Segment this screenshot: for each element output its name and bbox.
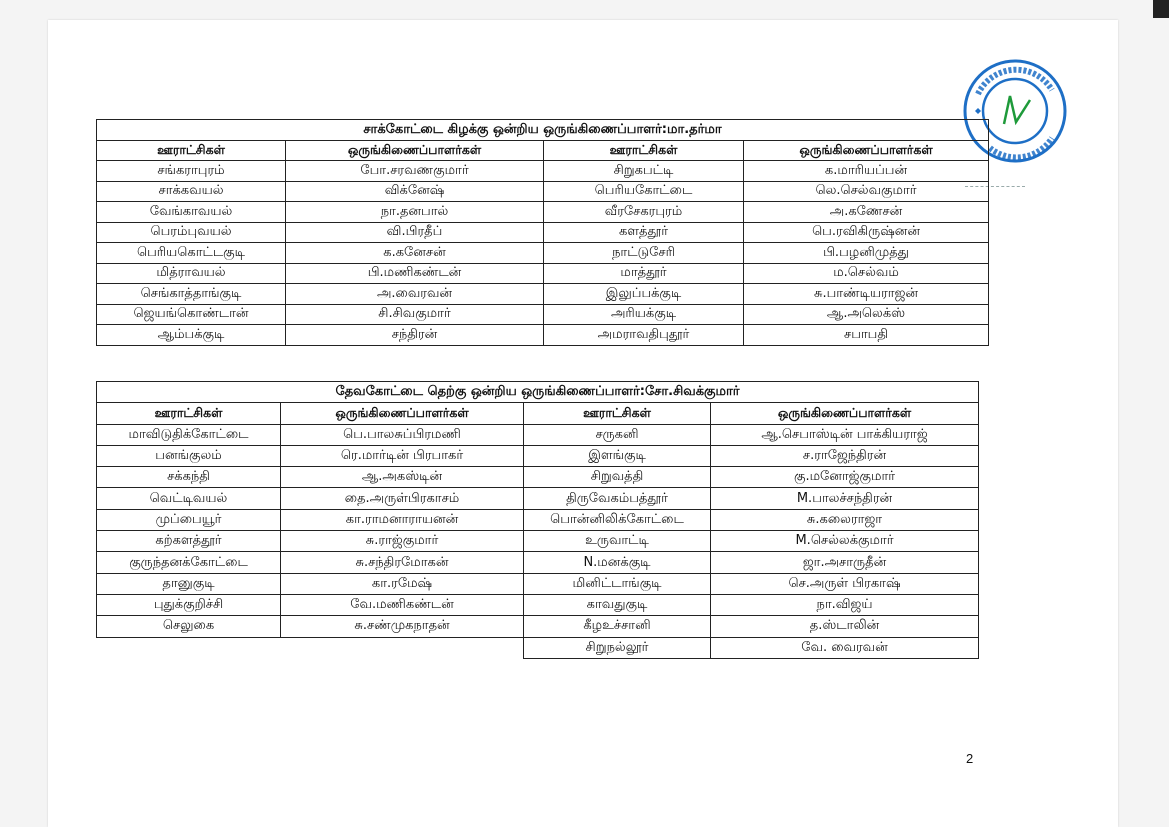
coordinator-cell: சி.சிவகுமார் bbox=[286, 304, 544, 325]
panchayat-cell: பனங்குலம் bbox=[97, 445, 281, 466]
coordinator-cell: வே. வைரவன் bbox=[711, 637, 979, 658]
star-icon bbox=[975, 108, 981, 114]
panchayat-cell: களத்தூர் bbox=[544, 222, 744, 243]
panchayat-cell: வேங்காவயல் bbox=[97, 202, 286, 223]
coordinator-cell: நா.விஜய் bbox=[711, 594, 979, 615]
coordinator-cell: சு.கலைராஜா bbox=[711, 509, 979, 530]
coordinator-cell: ஜா.அசாருதீன் bbox=[711, 552, 979, 573]
coordinator-cell: வி.பிரதீப் bbox=[286, 222, 544, 243]
table-row bbox=[97, 304, 989, 325]
empty-cell bbox=[281, 637, 524, 658]
coordinator-cell: ஆ.அகஸ்டின் bbox=[281, 467, 524, 488]
panchayat-cell: கற்களத்தூர் bbox=[97, 531, 281, 552]
panchayat-cell: நாட்டுசேரி bbox=[544, 243, 744, 264]
panchayat-cell: சாக்கவயல் bbox=[97, 181, 286, 202]
scan-edge-mark bbox=[1153, 0, 1169, 18]
emblem-icon bbox=[1004, 96, 1030, 124]
coordinator-cell: போ.சரவணகுமார் bbox=[286, 161, 544, 182]
panchayat-cell: வெட்டிவயல் bbox=[97, 488, 281, 509]
panchayat-cell: மினிட்டாங்குடி bbox=[524, 573, 711, 594]
coordinator-cell: M.பாலச்சந்திரன் bbox=[711, 488, 979, 509]
panchayat-cell: புதுக்குறிச்சி bbox=[97, 594, 281, 615]
panchayat-cell: இளங்குடி bbox=[524, 445, 711, 466]
panchayat-cell: தானுகுடி bbox=[97, 573, 281, 594]
panchayat-cell: செலுகை bbox=[97, 616, 281, 637]
page-number: 2 bbox=[966, 751, 974, 766]
table-row bbox=[97, 552, 979, 573]
coordinator-cell: ம.செல்வம் bbox=[744, 263, 989, 284]
panchayat-cell: அமராவதிபுதூர் bbox=[544, 325, 744, 346]
devakottai-south-table bbox=[96, 381, 979, 659]
panchayat-cell: பெரியகொட்டகுடி bbox=[97, 243, 286, 264]
table-row bbox=[97, 161, 989, 182]
table-title: சாக்கோட்டை கிழக்கு ஒன்றிய ஒருங்கிணைப்பாளர்:மா.தர்மா bbox=[97, 120, 989, 141]
column-header: ஒருங்கிணைப்பாளர்கள் bbox=[711, 403, 979, 424]
coordinator-cell: கு.மனோஜ்குமார் bbox=[711, 467, 979, 488]
panchayat-cell: செங்காத்தாங்குடி bbox=[97, 284, 286, 305]
panchayat-cell: முப்பையூர் bbox=[97, 509, 281, 530]
panchayat-cell: N.மனக்குடி bbox=[524, 552, 711, 573]
column-header: ஒருங்கிணைப்பாளர்கள் bbox=[286, 140, 544, 161]
coordinator-cell: ஆ.அலெக்ஸ் bbox=[744, 304, 989, 325]
panchayat-cell: மாத்தூர் bbox=[544, 263, 744, 284]
panchayat-cell: உருவாட்டி bbox=[524, 531, 711, 552]
coordinator-cell: ரெ.மார்டின் பிரபாகர் bbox=[281, 445, 524, 466]
coordinator-cell: பி.பழனிமுத்து bbox=[744, 243, 989, 264]
coordinator-cell: சு.பாண்டியராஜன் bbox=[744, 284, 989, 305]
coordinator-cell: பி.மணிகண்டன் bbox=[286, 263, 544, 284]
table-row bbox=[97, 222, 989, 243]
panchayat-cell: மித்ராவயல் bbox=[97, 263, 286, 284]
coordinator-cell: சந்திரன் bbox=[286, 325, 544, 346]
column-header: ஊராட்சிகள் bbox=[524, 403, 711, 424]
coordinator-cell: செ.அருள் பிரகாஷ் bbox=[711, 573, 979, 594]
coordinator-cell: விக்னேஷ் bbox=[286, 181, 544, 202]
coordinator-cell: அ.கணேசன் bbox=[744, 202, 989, 223]
coordinator-cell: M.செல்லக்குமார் bbox=[711, 531, 979, 552]
panchayat-cell: மாவிடுதிக்கோட்டை bbox=[97, 424, 281, 445]
panchayat-cell: சிறுகபட்டி bbox=[544, 161, 744, 182]
coordinator-cell: சபாபதி bbox=[744, 325, 989, 346]
table-row bbox=[97, 284, 989, 305]
sakkottai-east-table bbox=[96, 119, 989, 346]
panchayat-cell: பெரம்புவயல் bbox=[97, 222, 286, 243]
column-header: ஊராட்சிகள் bbox=[97, 140, 286, 161]
panchayat-cell: அரியக்குடி bbox=[544, 304, 744, 325]
coordinator-cell: ச.ராஜேந்திரன் bbox=[711, 445, 979, 466]
table-row bbox=[97, 243, 989, 264]
coordinator-cell: ஆ.செபாஸ்டின் பாக்கியராஜ் bbox=[711, 424, 979, 445]
panchayat-cell: பொன்னிலிக்கோட்டை bbox=[524, 509, 711, 530]
table-row bbox=[97, 467, 979, 488]
table-row bbox=[97, 202, 989, 223]
column-header: ஒருங்கிணைப்பாளர்கள் bbox=[744, 140, 989, 161]
coordinator-cell: க.கனேசன் bbox=[286, 243, 544, 264]
table-header-row bbox=[97, 403, 979, 424]
coordinator-cell: பெ.ரவிகிருஷ்னன் bbox=[744, 222, 989, 243]
panchayat-cell: பெரியகோட்டை bbox=[544, 181, 744, 202]
table-row bbox=[97, 325, 989, 346]
table-row bbox=[97, 573, 979, 594]
panchayat-cell: வீரசேகரபுரம் bbox=[544, 202, 744, 223]
panchayat-cell: சங்கராபுரம் bbox=[97, 161, 286, 182]
table-row bbox=[97, 424, 979, 445]
panchayat-cell: இலுப்பக்குடி bbox=[544, 284, 744, 305]
panchayat-cell: சிறுவத்தி bbox=[524, 467, 711, 488]
coordinator-cell: லெ.செல்வகுமார் bbox=[744, 181, 989, 202]
coordinator-cell: சு.சண்முகநாதன் bbox=[281, 616, 524, 637]
panchayat-cell: காவதுகுடி bbox=[524, 594, 711, 615]
panchayat-cell: குருந்தனக்கோட்டை bbox=[97, 552, 281, 573]
coordinator-cell: சு.சந்திரமோகன் bbox=[281, 552, 524, 573]
table-header-row bbox=[97, 140, 989, 161]
table-row bbox=[97, 488, 979, 509]
column-header: ஊராட்சிகள் bbox=[97, 403, 281, 424]
coordinator-cell: பெ.பாலசுப்பிரமணி bbox=[281, 424, 524, 445]
coordinator-cell: சு.ராஜ்குமார் bbox=[281, 531, 524, 552]
coordinator-cell: க.மாரியப்பன் bbox=[744, 161, 989, 182]
coordinator-cell: வே.மணிகண்டன் bbox=[281, 594, 524, 615]
panchayat-cell: ஜெயங்கொண்டான் bbox=[97, 304, 286, 325]
panchayat-cell: சருகனி bbox=[524, 424, 711, 445]
table-row bbox=[97, 637, 979, 658]
panchayat-cell: திருவேகம்பத்தூர் bbox=[524, 488, 711, 509]
coordinator-cell: நா.தனபால் bbox=[286, 202, 544, 223]
column-header: ஒருங்கிணைப்பாளர்கள் bbox=[281, 403, 524, 424]
table-row bbox=[97, 181, 989, 202]
panchayat-cell: சிறுநல்லூர் bbox=[524, 637, 711, 658]
table-row bbox=[97, 445, 979, 466]
coordinator-cell: த.ஸ்டாலின் bbox=[711, 616, 979, 637]
table-row bbox=[97, 594, 979, 615]
table-row bbox=[97, 616, 979, 637]
empty-cell bbox=[97, 637, 281, 658]
table-row bbox=[97, 531, 979, 552]
coordinator-cell: கா.ரமேஷ் bbox=[281, 573, 524, 594]
table-title: தேவகோட்டை தெற்கு ஒன்றிய ஒருங்கிணைப்பாளர்:சோ.சிவக்குமார் bbox=[97, 382, 979, 403]
coordinator-cell: அ.வைரவன் bbox=[286, 284, 544, 305]
table-row bbox=[97, 509, 979, 530]
table-row bbox=[97, 263, 989, 284]
panchayat-cell: கீழஉச்சானி bbox=[524, 616, 711, 637]
coordinator-cell: தை.அருள்பிரகாசம் bbox=[281, 488, 524, 509]
coordinator-cell: கா.ராமனாராயனன் bbox=[281, 509, 524, 530]
panchayat-cell: ஆம்பக்குடி bbox=[97, 325, 286, 346]
panchayat-cell: சக்கந்தி bbox=[97, 467, 281, 488]
column-header: ஊராட்சிகள் bbox=[544, 140, 744, 161]
